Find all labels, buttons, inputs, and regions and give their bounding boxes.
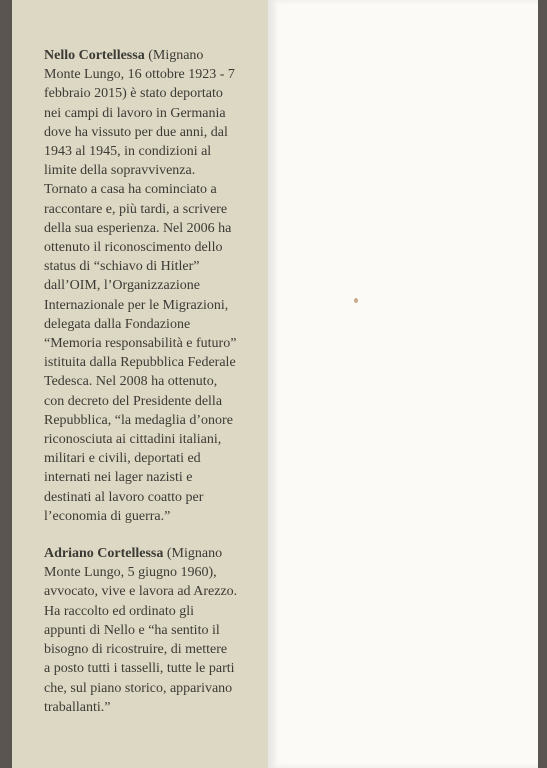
bio-line: raccontare e, più tardi, a scrivere (44, 201, 228, 217)
bio-text: (Mignano (144, 48, 204, 63)
paragraph-gap (44, 526, 259, 544)
bio-line: avvocato, vive e lavora ad Arezzo. (44, 584, 238, 600)
bio-line: traballanti.” (44, 699, 111, 715)
bio-line: dall’OIM, l’Organizzazione (44, 278, 201, 294)
bio-line: status di “schiavo di Hitler” (44, 259, 200, 275)
bio-line: l’economia di guerra.” (44, 508, 171, 524)
bio-nello (44, 46, 259, 526)
bio-line: militari e civili, deportati ed (44, 451, 201, 467)
bio-line: bisogno di ricostruire, di mettere (44, 642, 228, 658)
bio-line: nei campi di lavoro in Germania (44, 105, 226, 121)
bio-line: istituita dalla Repubblica Federale (44, 355, 236, 371)
bio-line: dove ha vissuto per due anni, dal (44, 124, 228, 140)
bio-line: Repubblica, “la medaglia d’onore (44, 412, 233, 428)
bio-adriano (44, 544, 259, 717)
bio-line: 1943 al 1945, in condizioni al (44, 144, 212, 160)
paper-speck (354, 298, 358, 303)
author-bios (44, 46, 259, 717)
blank-page (268, 0, 538, 768)
author-name: Adriano Cortellessa (44, 546, 164, 562)
bio-line (44, 46, 259, 65)
bio-line: “Memoria responsabilità e futuro” (44, 336, 237, 352)
bio-line: appunti di Nello e “ha sentito il (44, 622, 220, 638)
bio-line: Monte Lungo, 5 giugno 1960), (44, 565, 217, 581)
bio-line: Ha raccolto ed ordinato gli (44, 603, 195, 619)
author-name: Nello Cortellessa (44, 48, 145, 63)
bio-line: internati nei lager nazisti e (44, 470, 193, 486)
bio-line: destinati al lavoro coatto per (44, 489, 204, 505)
bio-line: Tornato a casa ha cominciato a (44, 182, 217, 198)
bio-line: Monte Lungo, 16 ottobre 1923 - 7 (44, 67, 235, 83)
bio-line: con decreto del Presidente della (44, 393, 223, 409)
bio-line: febbraio 2015) è stato deportato (44, 86, 223, 102)
bio-line: delegata dalla Fondazione (44, 316, 191, 332)
bio-line: della sua esperienza. Nel 2006 ha (44, 220, 232, 236)
bio-line: che, sul piano storico, apparivano (44, 680, 233, 696)
bio-text: (Mignano (163, 546, 223, 562)
bio-line: riconosciuta ai cittadini italiani, (44, 432, 222, 448)
bio-line: ottenuto il riconoscimento dello (44, 240, 223, 256)
bio-line: limite della sopravvivenza. (44, 163, 196, 179)
bio-line (44, 544, 259, 563)
bio-line: Internazionale per le Migrazioni, (44, 297, 229, 313)
bio-line: a posto tutti i tasselli, tutte le parti (44, 661, 235, 677)
bio-line: Tedesca. Nel 2008 ha ottenuto, (44, 374, 218, 390)
